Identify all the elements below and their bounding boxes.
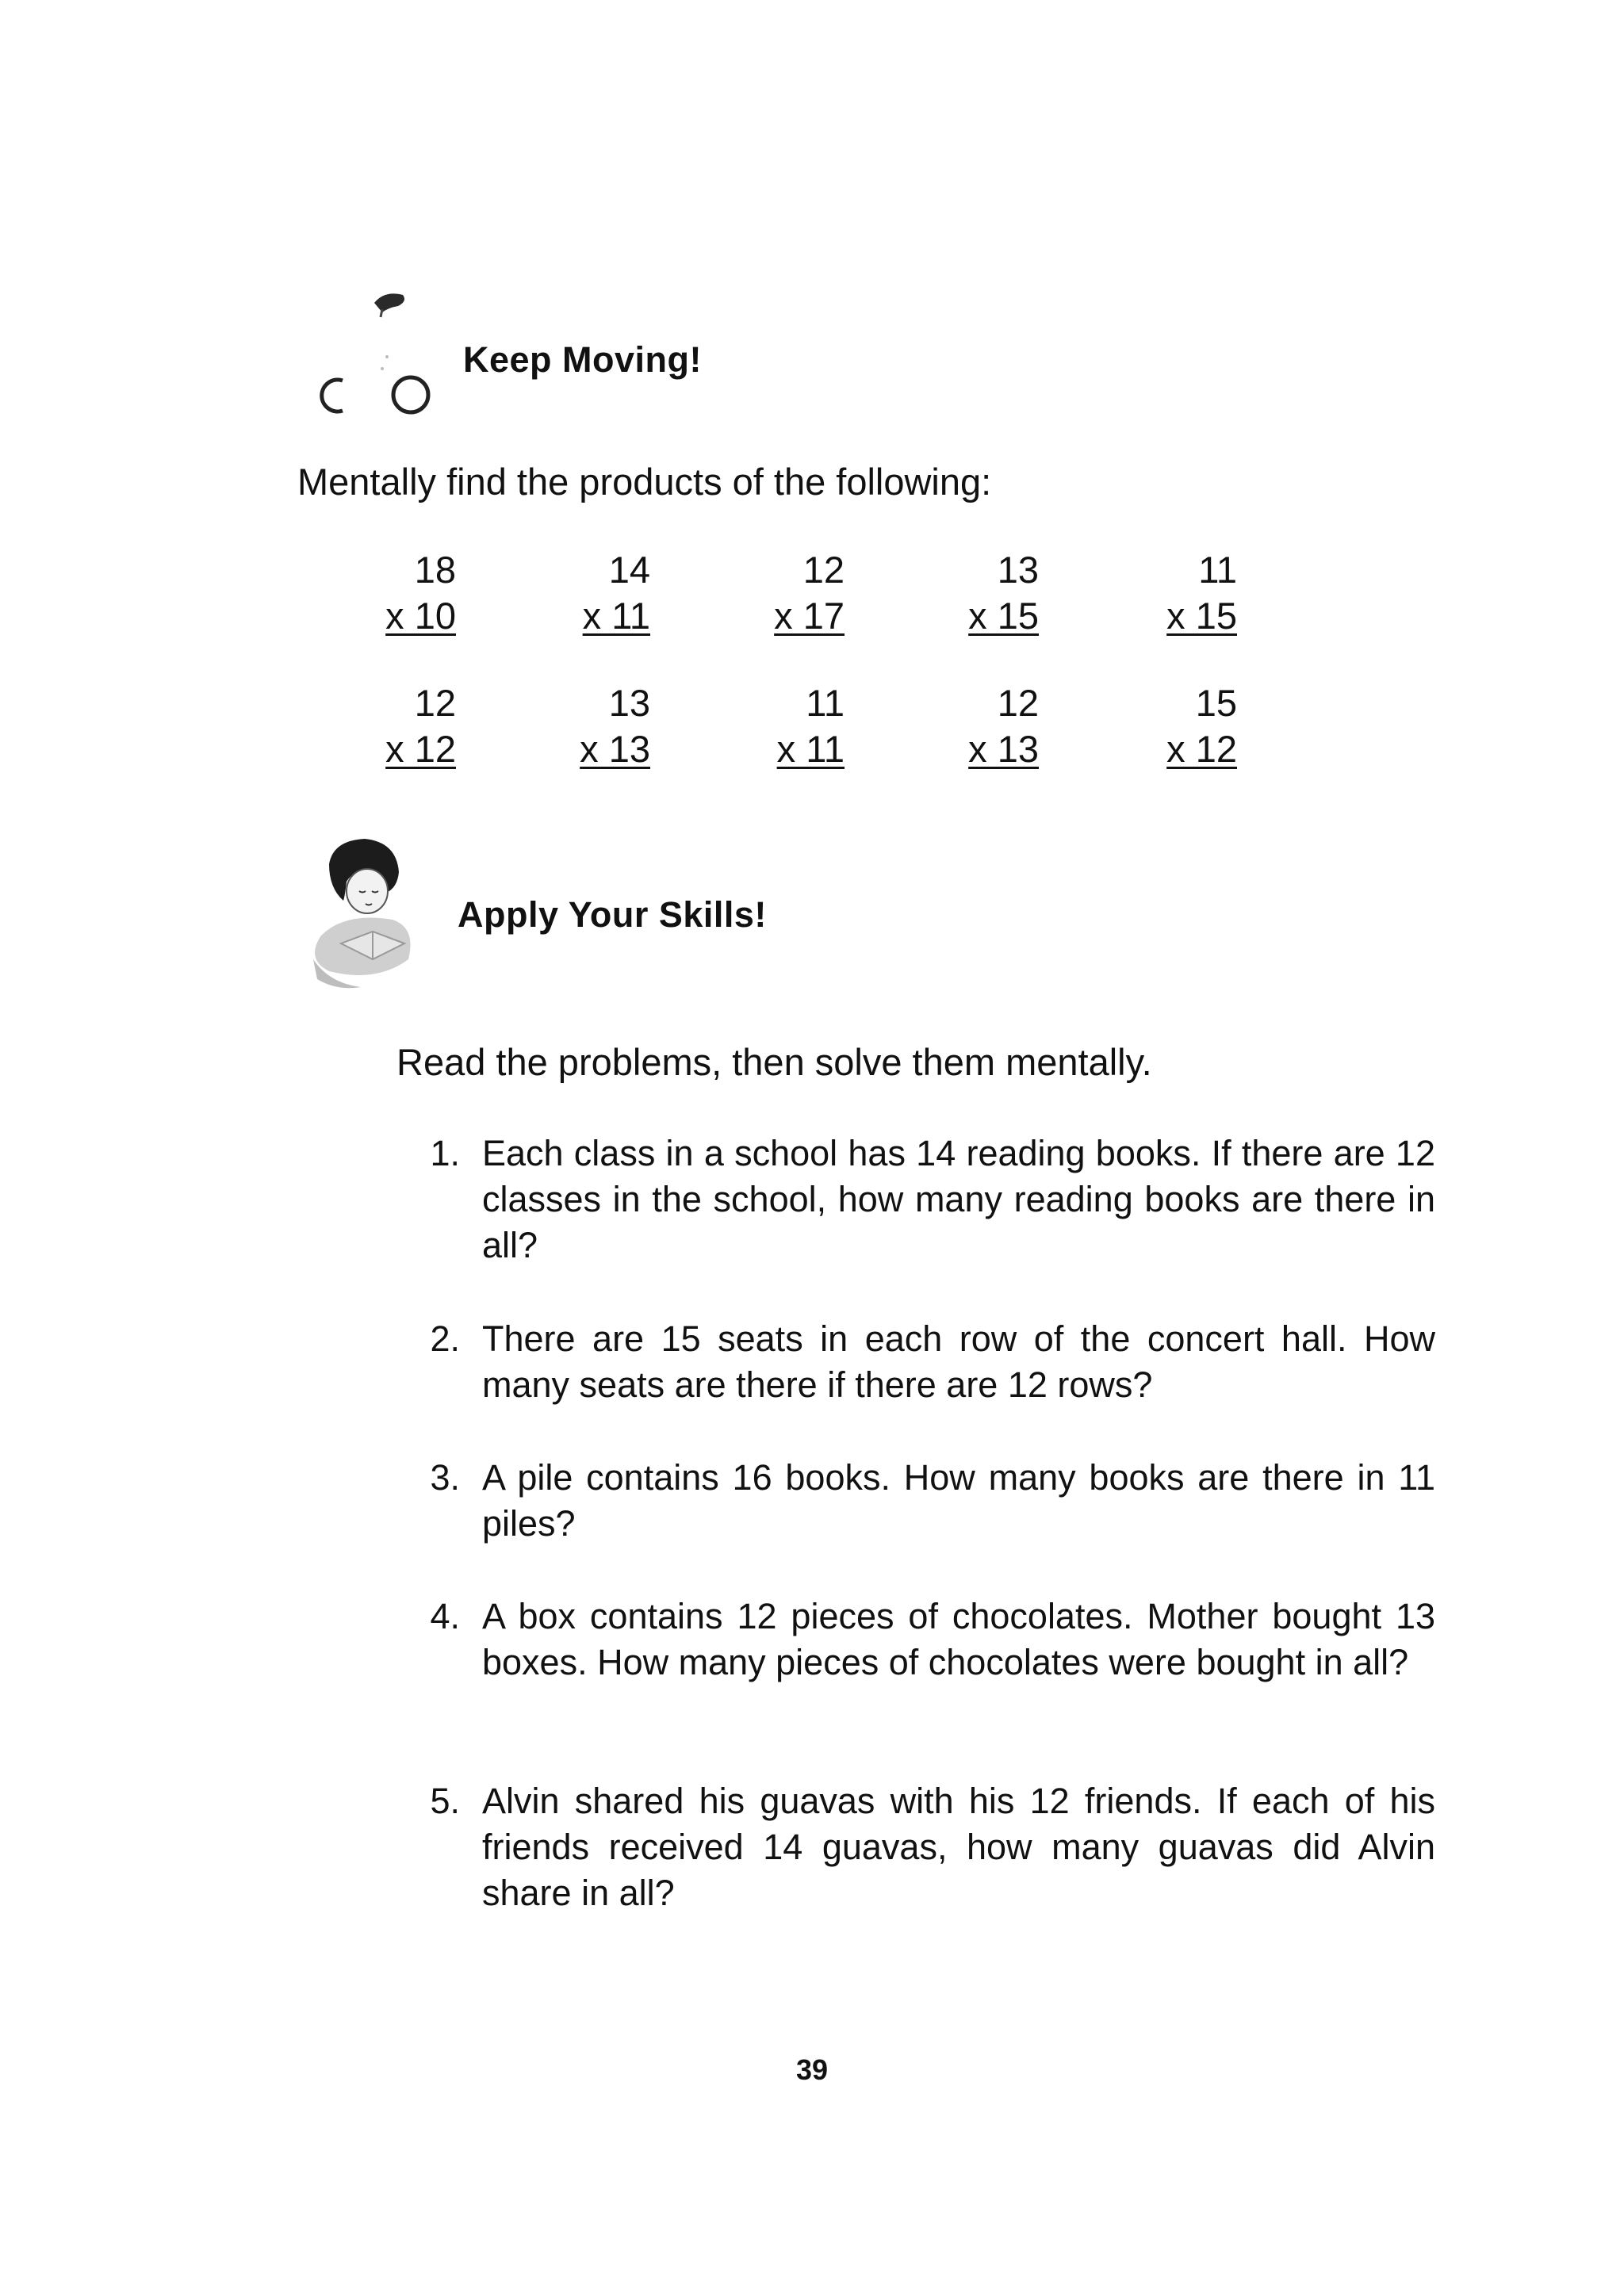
multiplicand: 11 xyxy=(806,682,845,724)
multiplier: x 17 xyxy=(774,595,845,637)
problem-text: Alvin shared his guavas with his 12 friends. If each of his friends received 14 guavas, how many guavas did Alvin share in all? xyxy=(482,1781,1435,1913)
multiplicand: 15 xyxy=(1195,682,1237,724)
multiplication-item xyxy=(1142,547,1237,639)
multiplication-item xyxy=(555,547,650,639)
multiplier: x 12 xyxy=(385,728,456,770)
multiplicand: 13 xyxy=(608,682,650,724)
multiplication-item xyxy=(555,680,650,772)
multiplicand: 11 xyxy=(1198,549,1237,591)
multiplier: x 15 xyxy=(968,595,1039,637)
apply-skills-instruction: Read the problems, then solve them mentally. xyxy=(396,1041,1152,1083)
multiplicand: 13 xyxy=(997,549,1039,591)
multiplier: x 15 xyxy=(1166,595,1237,637)
problem-item xyxy=(412,1316,1435,1408)
multiplication-item xyxy=(361,547,456,639)
problem-item xyxy=(412,1594,1435,1686)
problem-text: A pile contains 16 books. How many books are there in 11 piles? xyxy=(482,1457,1435,1544)
problem-number: 3. xyxy=(430,1457,460,1498)
multiplication-item xyxy=(1142,680,1237,772)
multiplier: x 10 xyxy=(385,595,456,637)
multiplier: x 11 xyxy=(776,728,845,770)
problem-text: There are 15 seats in each row of the concert hall. How many seats are there if there are 12 rows? xyxy=(482,1318,1435,1405)
problem-number: 5. xyxy=(430,1781,460,1821)
problem-item xyxy=(412,1455,1435,1547)
multiplier: x 11 xyxy=(582,595,650,637)
problem-text: Each class in a school has 14 reading books. If there are 12 classes in the school, how many reading books are there in all? xyxy=(482,1133,1435,1265)
multiplication-item xyxy=(944,680,1039,772)
page-number: 39 xyxy=(796,2053,829,2086)
multiplicand: 12 xyxy=(802,549,845,591)
problem-number: 4. xyxy=(430,1596,460,1636)
multiplier: x 13 xyxy=(968,728,1039,770)
student-reading-icon xyxy=(297,832,436,999)
multiplier: x 13 xyxy=(580,728,650,770)
multiplication-item xyxy=(749,547,845,639)
multiplier: x 12 xyxy=(1166,728,1237,770)
multiplication-item xyxy=(749,680,845,772)
keep-moving-instruction: Mentally find the products of the following: xyxy=(297,461,992,503)
section-title-apply-skills: Apply Your Skills! xyxy=(458,894,767,935)
problem-item xyxy=(412,1778,1435,1916)
multiplicand: 12 xyxy=(414,682,456,724)
multiplicand: 18 xyxy=(414,549,456,591)
bicycle-rider-icon xyxy=(309,285,444,428)
multiplicand: 14 xyxy=(608,549,650,591)
problem-number: 1. xyxy=(430,1133,460,1173)
multiplicand: 12 xyxy=(997,682,1039,724)
section-title-keep-moving: Keep Moving! xyxy=(463,339,703,380)
problem-item xyxy=(412,1131,1435,1269)
problem-number: 2. xyxy=(430,1318,460,1359)
multiplication-item xyxy=(944,547,1039,639)
multiplication-item xyxy=(361,680,456,772)
problem-text: A box contains 12 pieces of chocolates. Mother bought 13 boxes. How many pieces of chocolates were bought in all? xyxy=(482,1596,1435,1682)
